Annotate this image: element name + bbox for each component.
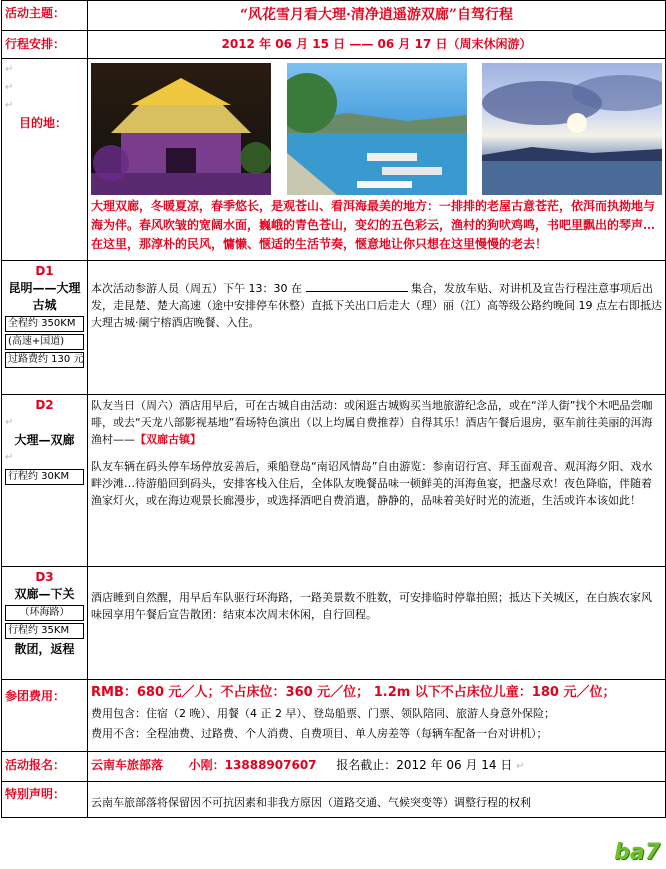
return-mark: ↵	[5, 417, 14, 428]
signup-row	[2, 752, 666, 782]
day1-note: (高速+国道)	[5, 334, 84, 350]
destination-row	[2, 59, 666, 261]
shuanglang-highlight: 【双廊古镇】	[135, 433, 201, 446]
signup-label: 活动报名：	[5, 758, 66, 772]
schedule-row	[2, 31, 666, 59]
day2-note: 行程约 30KM	[5, 469, 84, 485]
day1-text-after: 集合，发放车贴、对讲机及宣告行程注意事项后出发，走昆楚、楚大高速（途中安排停车休整）直抵下关出口后走大（理）丽（江）高等级公路约晚间 19 点左右即抵达大理古城·阑宁榕酒店晚餐、入住。	[91, 282, 662, 329]
day2-paragraph1: 队友当日（周六）酒店用早后，可在古城自由活动：或闲逛古城购买当地旅游纪念品，或在“洋人街”找个木吧品尝咖啡，或去“天龙八部影视基地”看场特色演出（以上均属自费推荐）自得其乐！酒店午餐后退房，驱车前往美丽的洱海渔村——【双廊古镇】	[91, 399, 653, 446]
notice-text: 云南车旅部落将保留因不可抗因素和非我方原因（道路交通、气候突变等）调整行程的权利	[91, 796, 531, 809]
erhai-lake-boats-photo	[287, 63, 467, 195]
fee-row	[2, 680, 666, 752]
fee-label: 参团费用：	[5, 689, 66, 703]
destination-label: 目的地：	[19, 116, 68, 130]
theme-row	[2, 1, 666, 31]
day1-route: 昆明——大理古城	[8, 281, 81, 312]
destination-description: 大理双廊，冬暖夏凉，春季悠长，是观苍山、看洱海最美的地方：一排排的老屋古意苍茫，依洱而执拗地与海为伴。春风吹皱的宽阔水面，巍峨的青色苍山，变幻的五色彩云，渔村的狗吠鸡鸣，书吧里飘出的琴声…在这里，那淳朴的民风，慵懒、惬适的生活节奏，惬意地让你只想在这里慢慢的老去！	[91, 199, 656, 251]
theme-value: “风花雪月看大理·清净逍遥游双廊”自驾行程	[240, 7, 513, 23]
day1-row	[2, 261, 666, 395]
day2-paragraph2: 队友车辆在码头停车场停放妥善后，乘船登岛“南诏风情岛”自由游览：参南诏行宫、拜玉面观音、观洱海夕阳、戏水畔沙滩…待游船回到码头，安排客栈入住后，全体队友晚餐品味一顿鲜美的洱海鱼宴，把盏尽欢！夜色降临，伴随着渔家灯火，或在海边观景长廊漫步，或选择酒吧自费消遣，静静的，品味着美好时光的流逝，生活或许本该如此！	[91, 460, 653, 507]
day3-route-end: 散团，返程	[14, 642, 75, 656]
day3-text: 酒店睡到自然醒，用早后车队驱行环海路，一路美景数不胜数，可安排临时停靠拍照；抵达下关城区，在白族农家风味园享用午餐后宣告散团：结束本次周末休闲，自行回程。	[91, 591, 652, 621]
day3-row	[2, 567, 666, 680]
day2-badge: D2	[35, 398, 54, 412]
day2-route: 大理—双廊	[14, 433, 75, 447]
watermark-logo: ba7	[614, 840, 660, 865]
signup-org: 云南车旅部落	[91, 758, 164, 772]
return-mark: ↵	[516, 761, 525, 772]
return-mark: ↵	[5, 100, 14, 111]
fee-excludes: 费用不含：全程油费、过路费、个人消费、自费项目、单人房差等（每辆车配备一台对讲机）；	[91, 727, 548, 740]
schedule-value: 2012 年 06 月 15 日 —— 06 月 17 日（周末休闲游）	[221, 37, 532, 51]
day2-row	[2, 395, 666, 567]
signup-deadline: 报名截止：2012 年 06 月 14 日	[336, 758, 513, 772]
notice-label: 特别声明：	[5, 787, 66, 801]
meeting-place-blank	[306, 279, 408, 292]
theme-label: 活动主题：	[5, 6, 66, 20]
day1-note: 过路费约 130 元	[5, 352, 84, 368]
dali-ancient-gate-night-photo	[91, 63, 271, 195]
itinerary-table	[1, 0, 666, 818]
day3-note: （环海路）	[5, 605, 84, 621]
day1-text-before: 本次活动参游人员（周五）下午 13：30 在	[91, 282, 302, 295]
day3-route: 双廊—下关	[14, 587, 75, 601]
day3-badge: D3	[35, 570, 54, 584]
day3-note: 行程约 35KM	[5, 623, 84, 639]
notice-row	[2, 782, 666, 818]
signup-contact: 小刚：13888907607	[188, 758, 317, 772]
return-mark: ↵	[5, 82, 14, 93]
fee-includes: 费用包含：住宿（2 晚）、用餐（4 正 2 早）、登岛船票、门票、领队陪同、旅游人身意外保险；	[91, 707, 555, 720]
erhai-sunset-clouds-photo	[482, 63, 662, 195]
return-mark: ↵	[5, 452, 14, 463]
day1-note: 全程约 350KM	[5, 316, 84, 332]
return-mark: ↵	[5, 64, 14, 75]
day1-badge: D1	[35, 264, 54, 278]
photo-strip	[91, 61, 662, 197]
schedule-label: 行程安排：	[5, 37, 66, 51]
fee-price-line: RMB：680 元／人；不占床位：360 元／位； 1.2m 以下不占床位儿童：180 元／位；	[91, 685, 616, 700]
